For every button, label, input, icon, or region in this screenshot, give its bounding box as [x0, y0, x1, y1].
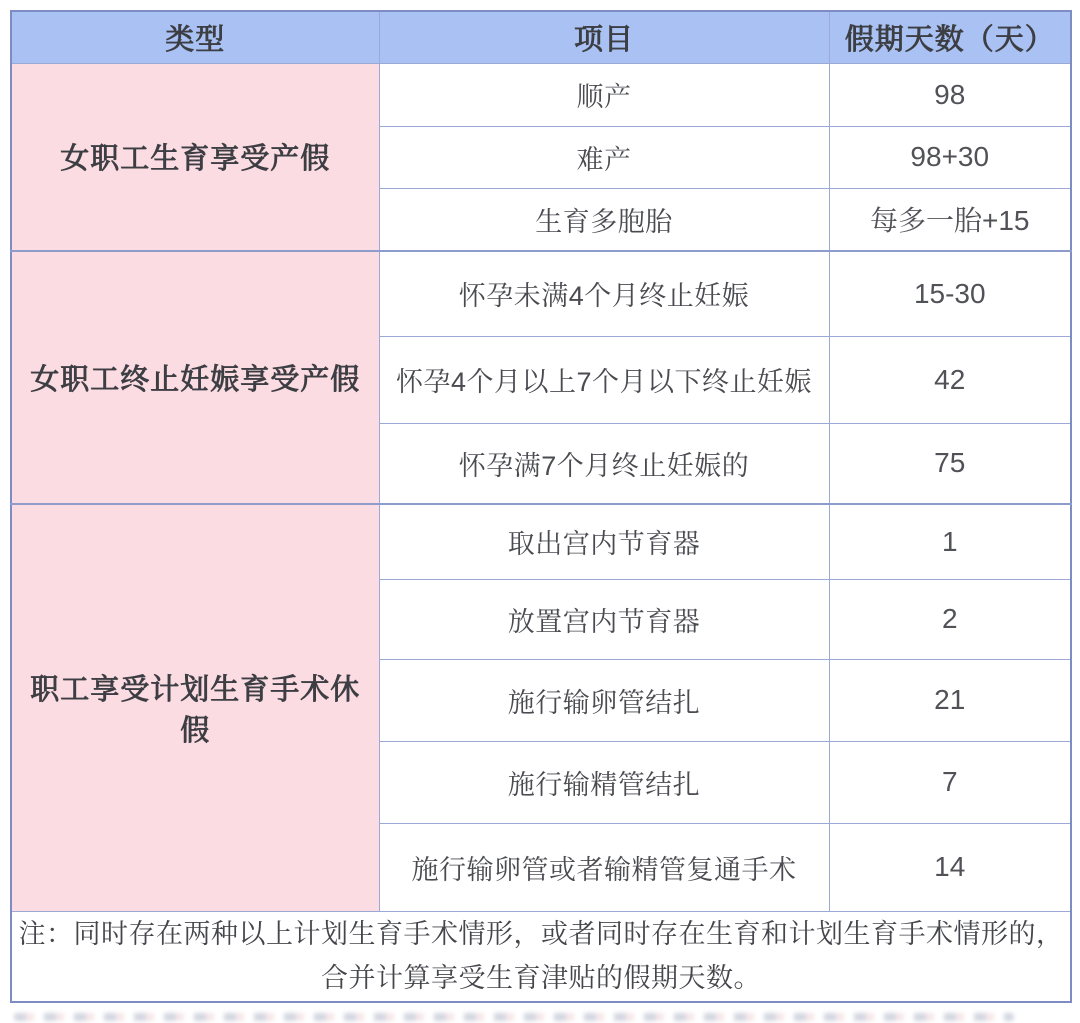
- leave-days-table: [10, 10, 1072, 1003]
- item-cell: 放置宫内节育器: [379, 579, 829, 659]
- table-row: [11, 504, 1071, 579]
- item-cell: 取出宫内节育器: [379, 504, 829, 579]
- header-type: 类型: [11, 11, 379, 63]
- days-cell: 每多一胎+15: [829, 188, 1071, 251]
- table-row: [11, 251, 1071, 336]
- days-cell: 75: [829, 423, 1071, 504]
- category-cell-surgery: 职工享受计划生育手术休假: [11, 504, 379, 911]
- note-row: [11, 911, 1071, 1002]
- days-cell: 14: [829, 823, 1071, 911]
- days-cell: 42: [829, 336, 1071, 423]
- note-text: 注：同时存在两种以上计划生育手术情形，或者同时存在生育和计划生育手术情形的，合并计算享受生育津贴的假期天数。: [11, 911, 1071, 1002]
- item-cell: 顺产: [379, 63, 829, 126]
- table-row: [11, 63, 1071, 126]
- item-cell: 施行输卵管结扎: [379, 659, 829, 741]
- item-cell: 施行输精管结扎: [379, 741, 829, 823]
- header-item: 项目: [379, 11, 829, 63]
- cutoff-next-content-strip: [14, 1013, 1014, 1021]
- days-cell: 98: [829, 63, 1071, 126]
- item-cell: 施行输卵管或者输精管复通手术: [379, 823, 829, 911]
- days-cell: 21: [829, 659, 1071, 741]
- item-cell: 怀孕满7个月终止妊娠的: [379, 423, 829, 504]
- item-cell: 生育多胞胎: [379, 188, 829, 251]
- item-cell: 难产: [379, 126, 829, 188]
- category-cell-birth: 女职工生育享受产假: [11, 63, 379, 251]
- header-days: 假期天数（天）: [829, 11, 1071, 63]
- days-cell: 1: [829, 504, 1071, 579]
- leave-days-table-container: [10, 10, 1070, 1003]
- item-cell: 怀孕未满4个月终止妊娠: [379, 251, 829, 336]
- header-row: [11, 11, 1071, 63]
- days-cell: 98+30: [829, 126, 1071, 188]
- category-cell-termination: 女职工终止妊娠享受产假: [11, 251, 379, 504]
- days-cell: 7: [829, 741, 1071, 823]
- days-cell: 15-30: [829, 251, 1071, 336]
- days-cell: 2: [829, 579, 1071, 659]
- item-cell: 怀孕4个月以上7个月以下终止妊娠: [379, 336, 829, 423]
